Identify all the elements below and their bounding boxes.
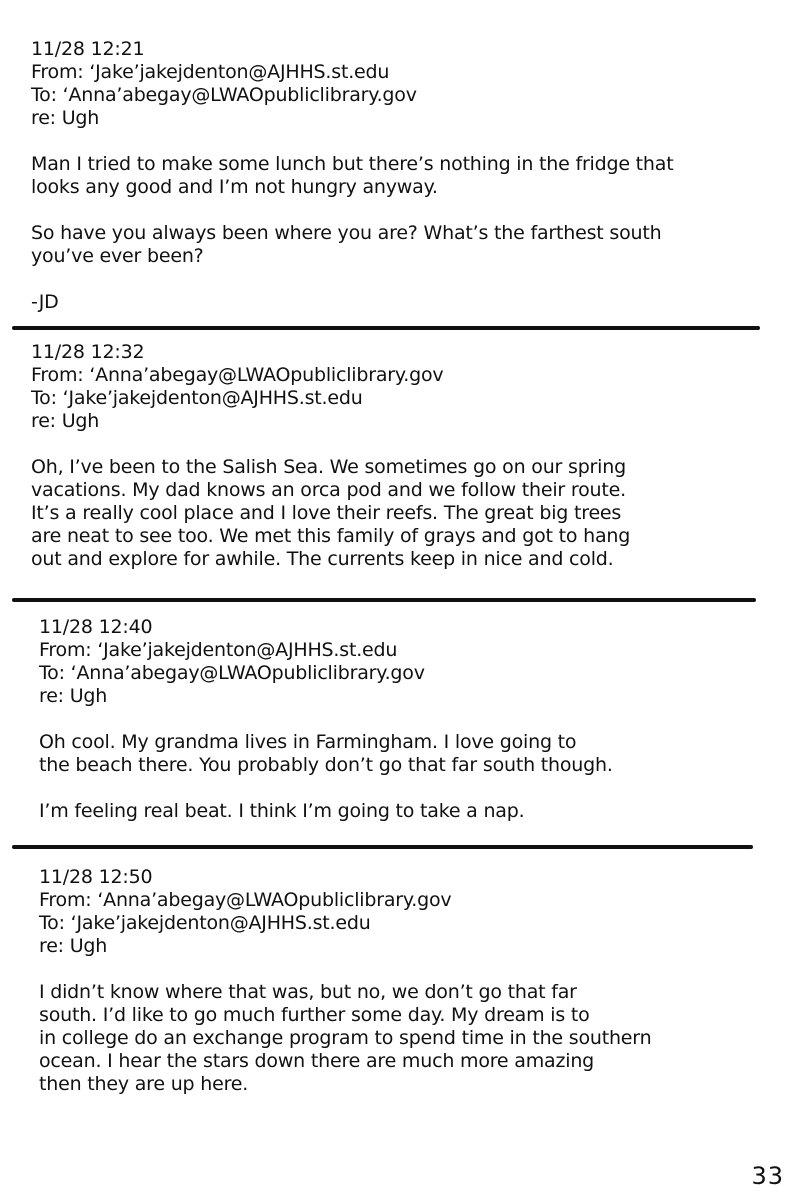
email-3-content <box>39 616 613 823</box>
email-to: To: ‘Jake’jakejdenton@AJHHS.st.edu <box>39 912 371 934</box>
email-subject: re: Ugh <box>31 107 100 129</box>
email-signature: -JD <box>31 291 59 313</box>
email-body-line: Man I tried to make some lunch but there’s nothing in the fridge that <box>31 153 674 175</box>
email-to: To: ‘Anna’abegay@LWAOpubliclibrary.gov <box>31 84 417 106</box>
paragraph-gap <box>39 958 651 981</box>
email-body-line: vacations. My dad knows an orca pod and we follow their route. <box>31 479 626 501</box>
paragraph-gap <box>39 708 613 731</box>
email-body-line: out and explore for awhile. The currents keep in nice and cold. <box>31 548 614 570</box>
paragraph-gap <box>31 130 673 153</box>
email-body-line: Oh cool. My grandma lives in Farmingham. I love going to <box>39 731 577 753</box>
email-divider <box>12 598 756 602</box>
paragraph-gap <box>31 433 630 456</box>
email-body-line: then they are up here. <box>39 1073 249 1095</box>
email-subject: re: Ugh <box>39 935 108 957</box>
email-timestamp: 11/28 12:40 <box>39 616 153 638</box>
email-4-content <box>39 866 651 1096</box>
email-body-line: Oh, I’ve been to the Salish Sea. We sometimes go on our spring <box>31 456 626 478</box>
email-from: From: ‘Anna’abegay@LWAOpubliclibrary.gov <box>31 364 444 386</box>
email-body-line: the beach there. You probably don’t go that far south though. <box>39 754 613 776</box>
email-from: From: ‘Jake’jakejdenton@AJHHS.st.edu <box>31 61 390 83</box>
paragraph-gap <box>39 777 613 800</box>
email-from: From: ‘Jake’jakejdenton@AJHHS.st.edu <box>39 639 398 661</box>
paragraph-gap <box>31 199 673 222</box>
email-body-line: I didn’t know where that was, but no, we don’t go that far <box>39 981 577 1003</box>
email-body-line: south. I’d like to go much further some day. My dream is to <box>39 1004 590 1026</box>
email-body-line: looks any good and I’m not hungry anyway. <box>31 176 438 198</box>
email-divider <box>12 845 753 849</box>
email-divider <box>12 326 760 330</box>
email-body-line: ocean. I hear the stars down there are much more amazing <box>39 1050 595 1072</box>
paragraph-gap <box>31 268 673 291</box>
email-body-line: I’m feeling real beat. I think I’m going to take a nap. <box>39 800 525 822</box>
email-timestamp: 11/28 12:32 <box>31 341 145 363</box>
email-to: To: ‘Anna’abegay@LWAOpubliclibrary.gov <box>39 662 425 684</box>
email-body-line: in college do an exchange program to spend time in the southern <box>39 1027 652 1049</box>
email-body-line: are neat to see too. We met this family of grays and got to hang <box>31 525 631 547</box>
email-subject: re: Ugh <box>39 685 108 707</box>
email-2-content <box>31 341 630 571</box>
email-from: From: ‘Anna’abegay@LWAOpubliclibrary.gov <box>39 889 452 911</box>
page-number: 33 <box>751 1162 784 1190</box>
email-timestamp: 11/28 12:21 <box>31 38 145 60</box>
email-body-line: It’s a really cool place and I love their reefs. The great big trees <box>31 502 622 524</box>
email-1-content <box>31 38 673 314</box>
email-subject: re: Ugh <box>31 410 100 432</box>
email-body-line: So have you always been where you are? What’s the farthest south <box>31 222 662 244</box>
email-to: To: ‘Jake’jakejdenton@AJHHS.st.edu <box>31 387 363 409</box>
email-body-line: you’ve ever been? <box>31 245 204 267</box>
email-timestamp: 11/28 12:50 <box>39 866 153 888</box>
